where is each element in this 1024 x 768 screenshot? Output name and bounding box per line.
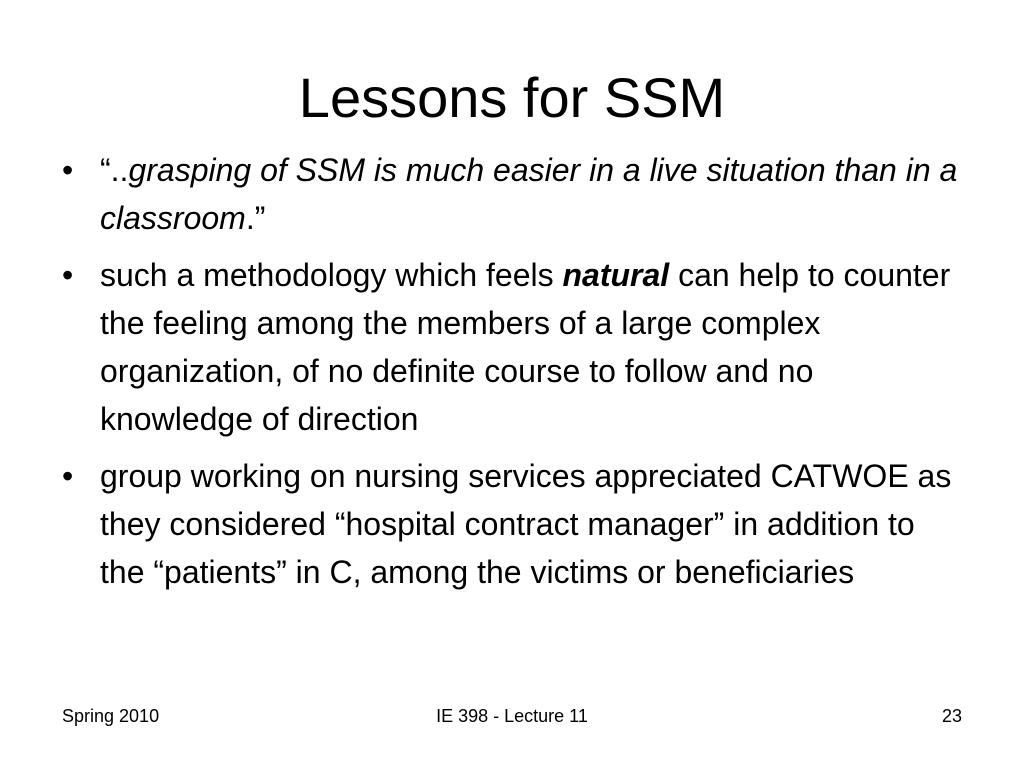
footer-course: IE 398 - Lecture 11 <box>436 706 588 726</box>
bullet-text: group working on nursing services appreciated CATWOE as they considered “hospital contract manager” in addition to the “patients” in C, among the victims or beneficiaries <box>100 458 952 590</box>
bullet-emphasis: natural <box>562 257 670 293</box>
bullet-marker: • <box>62 152 74 188</box>
bullet-marker: • <box>62 458 74 494</box>
bullet-item-catwoe <box>62 452 962 596</box>
bullet-item-quote <box>62 146 962 242</box>
footer-date: Spring 2010 <box>62 706 160 726</box>
quote-open: “.. <box>100 152 129 188</box>
footer-page-number: 23 <box>941 706 962 726</box>
bullet-text-before: such a methodology which feels <box>100 257 563 293</box>
bullet-marker: • <box>62 257 74 293</box>
bullet-item-methodology <box>62 251 962 443</box>
slide-title: Lessons for SSM <box>298 66 726 129</box>
bullet-text-after: can help to counter the feeling among the members of a large complex organization, of no definite course to follow and no knowledge of direction <box>100 257 951 437</box>
bullet-list <box>62 146 962 605</box>
quote-close: .” <box>245 200 266 236</box>
quote-text: grasping of SSM is much easier in a live situation than in a classroom <box>100 152 958 236</box>
